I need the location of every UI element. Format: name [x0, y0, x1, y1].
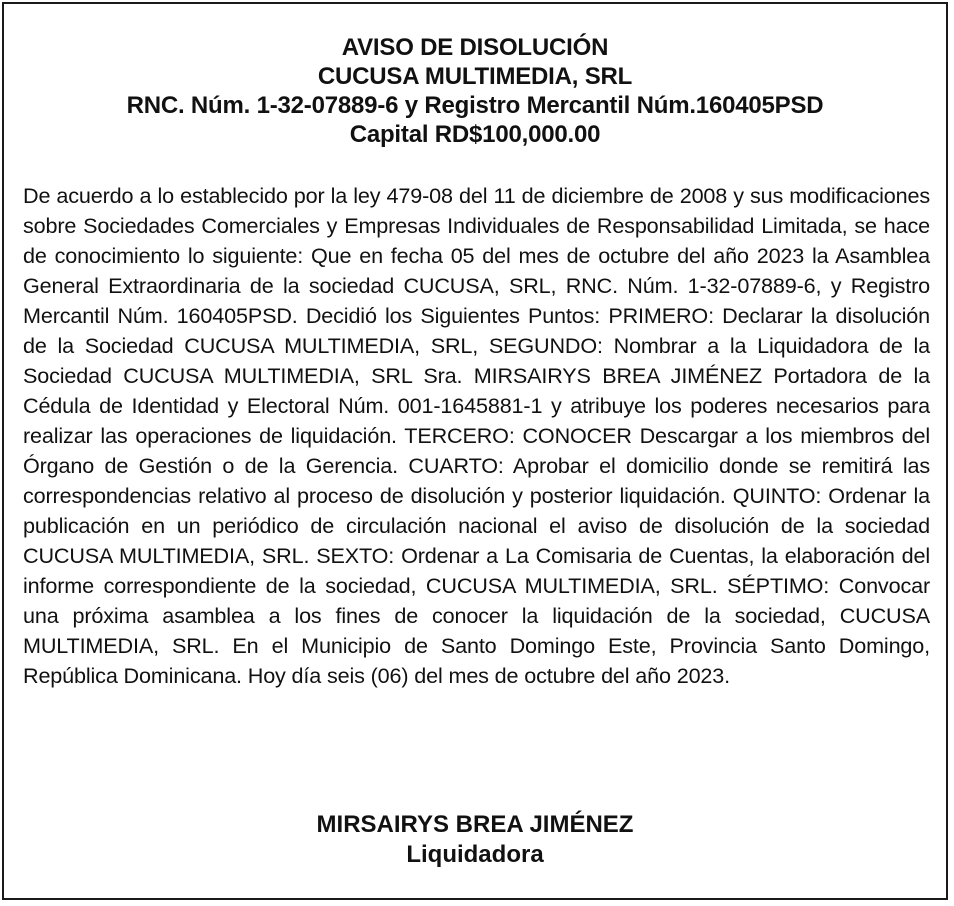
notice-body: De acuerdo a lo establecido por la ley 479-08 del 11 de diciembre de 2008 y sus modificaciones sobre Sociedades Comerciales y Empresas Individuales de Responsabilidad Limitada, se hace de conocimiento lo siguiente: Que en fecha 05 del mes de octubre del año 2023 la Asamblea General Extraordinaria de la sociedad CUCUSA, SRL, RNC. Núm. 1-32-07889-6, y Registro Mercantil Núm. 160405PSD. Decidió los Siguientes Puntos: PRIMERO: Declarar la disolución de la Sociedad CUCUSA MULTIMEDIA, SRL, SEGUNDO: Nombrar a la Liquidadora de la Sociedad CUCUSA MULTIMEDIA, SRL Sra. MIRSAIRYS BREA JIMÉNEZ Portadora de la Cédula de Identidad y Electoral Núm. 001-1645881-1 y atribuye los poderes necesarios para realizar las operaciones de liquidación. TERCERO: CONOCER Descargar a los miembros del Órgano de Gestión o de la Gerencia. CUARTO: Aprobar el domicilio donde se remitirá las correspondencias relativo al proceso de disolución y posterior liquidación. QUINTO: Ordenar la publicación en un periódico de circulación nacional el aviso de disolución de la sociedad CUCUSA MULTIMEDIA, SRL. SEXTO: Ordenar a La Comisaria de Cuentas, la elaboración del informe correspondiente de la sociedad, CUCUSA MULTIMEDIA, SRL. SÉPTIMO: Convocar una próxima asamblea a los fines de conocer la liquidación de la sociedad, CUCUSA MULTIMEDIA, SRL. En el Municipio de Santo Domingo Este, Provincia Santo Domingo, República Dominicana. Hoy día seis (06) del mes de octubre del año 2023. — [23, 183, 930, 688]
signatory-name: MIRSAIRYS BREA JIMÉNEZ — [316, 811, 634, 838]
registration-line: RNC. Núm. 1-32-07889-6 y Registro Mercantil Núm.160405PSD — [126, 92, 824, 119]
company-name: CUCUSA MULTIMEDIA, SRL — [317, 63, 633, 90]
capital-line: Capital RD$100,000.00 — [349, 121, 601, 148]
signature-block — [4, 810, 946, 870]
notice-frame — [2, 2, 948, 900]
notice-header — [4, 33, 946, 149]
notice-title: AVISO DE DISOLUCIÓN — [341, 34, 609, 61]
signatory-role: Liquidadora — [406, 841, 544, 868]
